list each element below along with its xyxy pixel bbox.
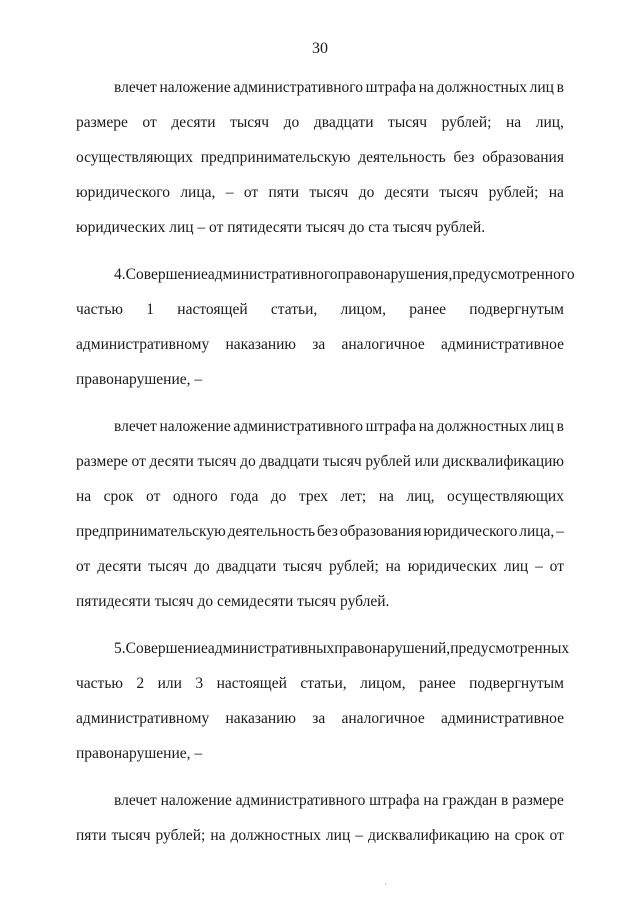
- text-line: [76, 417, 564, 452]
- word: ранее: [409, 301, 446, 318]
- paragraph: [76, 639, 570, 779]
- word: образования: [482, 149, 564, 166]
- word: должностных: [230, 827, 321, 844]
- word: подвергнутым: [469, 301, 564, 318]
- word: на: [378, 488, 394, 505]
- paragraph-gap: [76, 779, 564, 791]
- word: административного: [207, 266, 338, 283]
- text-line: [76, 639, 570, 674]
- word: лица,: [519, 523, 555, 540]
- paragraph: [76, 265, 575, 405]
- word: или: [414, 453, 439, 470]
- text-line: [76, 113, 564, 148]
- word: тысяч: [305, 219, 345, 236]
- word: –: [355, 827, 363, 844]
- word: юридических: [407, 558, 498, 575]
- word: предпринимательскую: [76, 523, 226, 540]
- word: срок: [103, 488, 134, 505]
- word: за: [312, 710, 326, 727]
- word: штрафа: [365, 79, 417, 96]
- word: до: [194, 558, 210, 575]
- word: на: [385, 558, 401, 575]
- word: правонарушение,: [76, 371, 191, 388]
- word: административного: [233, 79, 364, 96]
- word: осуществляющих: [76, 149, 193, 166]
- word: осуществляющих: [447, 488, 564, 505]
- word: –: [194, 371, 203, 388]
- word: пятидесяти: [76, 593, 151, 610]
- word: размере: [76, 114, 128, 131]
- word: от: [76, 558, 91, 575]
- word: административное: [440, 710, 564, 727]
- word: настоящей: [177, 301, 248, 318]
- text-line: [76, 335, 564, 370]
- document-body: [76, 78, 575, 861]
- word: наложение: [159, 418, 231, 435]
- word: рублей.: [435, 219, 486, 236]
- word: лиц,: [535, 114, 564, 131]
- text-line: [76, 826, 564, 861]
- word: лиц: [169, 219, 194, 236]
- word: предпринимательскую: [200, 149, 351, 166]
- word: 4.: [114, 266, 126, 283]
- word: тысяч: [111, 827, 151, 844]
- word: от: [243, 184, 259, 201]
- word: аналогичное: [341, 710, 425, 727]
- word: на: [494, 827, 510, 844]
- word: наказанию: [225, 336, 296, 353]
- word: частью: [76, 675, 123, 692]
- word: на: [210, 827, 226, 844]
- word: –: [197, 219, 206, 236]
- word: предусмотренного: [452, 266, 575, 283]
- word: Совершение: [125, 640, 208, 657]
- word: лица,: [180, 184, 216, 201]
- scan-speck: [385, 883, 386, 885]
- word: –: [556, 523, 564, 540]
- word: одного: [172, 488, 218, 505]
- word: 5.: [114, 640, 126, 657]
- word: статьи,: [270, 301, 318, 318]
- word: тысяч: [439, 184, 479, 201]
- word: правонарушения,: [337, 266, 453, 283]
- word: в: [556, 79, 564, 96]
- word: лет;: [340, 488, 367, 505]
- word: влечет: [114, 418, 157, 435]
- word: на: [423, 792, 439, 809]
- word: двадцати: [216, 558, 277, 575]
- word: от: [549, 558, 564, 575]
- word: трех: [298, 488, 329, 505]
- word: десяти: [149, 453, 194, 470]
- word: подвергнутым: [469, 675, 564, 692]
- word: образования: [339, 523, 422, 540]
- word: или: [157, 675, 182, 692]
- word: дисквалификацию: [442, 453, 564, 470]
- word: 1: [146, 301, 155, 318]
- word: лицом,: [360, 675, 406, 692]
- text-line: [76, 487, 564, 522]
- word: тысяч: [154, 593, 194, 610]
- word: влечет: [114, 79, 157, 96]
- word: штрафа: [369, 792, 420, 809]
- word: десяти: [97, 558, 142, 575]
- word: должностных: [436, 79, 528, 96]
- word: срок: [514, 827, 545, 844]
- word: административного: [235, 792, 366, 809]
- word: предусмотренных: [450, 640, 570, 657]
- paragraph: [76, 78, 564, 253]
- word: десяти: [171, 114, 216, 131]
- word: от: [131, 453, 146, 470]
- word: юридического: [76, 184, 170, 201]
- text-line: [76, 265, 575, 300]
- word: тысяч: [148, 558, 188, 575]
- word: от: [209, 219, 224, 236]
- text-line: [76, 148, 564, 183]
- word: в: [556, 418, 564, 435]
- word: наложение: [160, 792, 232, 809]
- word: 3: [195, 675, 204, 692]
- word: двадцати: [313, 114, 374, 131]
- word: на: [548, 184, 564, 201]
- word: тысяч: [392, 219, 432, 236]
- paragraph-gap: [76, 253, 564, 265]
- word: административному: [76, 336, 210, 353]
- word: рублей;: [328, 558, 379, 575]
- word: наложение: [159, 79, 231, 96]
- word: дисквалификацию: [368, 827, 490, 844]
- word: аналогичное: [341, 336, 425, 353]
- text-line: [76, 592, 564, 627]
- word: ста: [368, 219, 389, 236]
- word: 2: [136, 675, 145, 692]
- text-line: [76, 300, 564, 335]
- text-line: [76, 522, 564, 557]
- word: рублей;: [441, 114, 492, 131]
- word: рублей: [365, 453, 411, 470]
- word: рублей;: [488, 184, 539, 201]
- word: лиц,: [406, 488, 435, 505]
- word: на: [76, 488, 92, 505]
- word: частью: [76, 301, 123, 318]
- text-line: [76, 557, 564, 592]
- word: юридического: [423, 523, 518, 540]
- word: рублей;: [155, 827, 206, 844]
- text-line: [76, 744, 564, 779]
- word: наказанию: [225, 710, 296, 727]
- word: пяти: [268, 184, 300, 201]
- word: размере: [512, 792, 564, 809]
- word: до: [240, 453, 256, 470]
- word: десяти: [384, 184, 429, 201]
- word: влечет: [114, 792, 157, 809]
- word: деятельность: [227, 523, 316, 540]
- word: тысяч: [388, 114, 428, 131]
- word: до: [348, 219, 365, 236]
- word: правонарушений,: [334, 640, 451, 657]
- word: без: [453, 149, 475, 166]
- word: настоящей: [216, 675, 287, 692]
- word: –: [194, 745, 203, 762]
- paragraph-gap: [76, 405, 564, 417]
- word: года: [230, 488, 259, 505]
- text-line: [76, 183, 564, 218]
- paragraph-gap: [76, 627, 564, 639]
- page-number: 30: [312, 40, 328, 57]
- word: от: [549, 827, 564, 844]
- word: тысяч: [197, 453, 237, 470]
- word: –: [535, 558, 543, 575]
- word: пятидесяти: [227, 219, 302, 236]
- paragraph: [76, 791, 564, 861]
- word: граждан: [442, 792, 498, 809]
- word: тысяч: [309, 184, 349, 201]
- word: тысяч: [322, 453, 362, 470]
- word: в: [500, 792, 509, 809]
- word: до: [283, 114, 300, 131]
- word: штрафа: [365, 418, 417, 435]
- word: без: [316, 523, 338, 540]
- word: тысяч: [283, 558, 323, 575]
- word: рублей.: [340, 593, 390, 610]
- text-line: [76, 218, 564, 253]
- word: правонарушение,: [76, 745, 191, 762]
- word: на: [418, 418, 434, 435]
- word: деятельность: [358, 149, 446, 166]
- word: двадцати: [259, 453, 320, 470]
- text-line: [76, 709, 564, 744]
- word: семидесяти: [217, 593, 294, 610]
- word: должностных: [436, 418, 528, 435]
- text-line: [76, 791, 564, 826]
- word: лиц: [529, 79, 554, 96]
- word: статьи,: [300, 675, 347, 692]
- word: за: [312, 336, 326, 353]
- word: лиц: [529, 418, 554, 435]
- word: от: [142, 114, 157, 131]
- word: административному: [76, 710, 210, 727]
- word: на: [418, 79, 434, 96]
- word: пяти: [76, 827, 107, 844]
- word: от: [146, 488, 161, 505]
- word: до: [358, 184, 375, 201]
- word: –: [225, 184, 234, 201]
- word: тысяч: [230, 114, 270, 131]
- paragraph: [76, 417, 564, 627]
- word: размере: [76, 453, 128, 470]
- word: на: [505, 114, 522, 131]
- word: административного: [233, 418, 364, 435]
- word: Совершение: [125, 266, 208, 283]
- word: административное: [440, 336, 564, 353]
- text-line: [76, 452, 564, 487]
- text-line: [76, 674, 564, 709]
- word: тысяч: [297, 593, 337, 610]
- text-line: [76, 370, 564, 405]
- word: до: [197, 593, 214, 610]
- word: лиц: [503, 558, 529, 575]
- word: лиц: [325, 827, 351, 844]
- word: до: [270, 488, 287, 505]
- word: лицом,: [340, 301, 386, 318]
- text-line: [76, 78, 564, 113]
- word: юридических: [76, 219, 166, 236]
- word: административных: [207, 640, 335, 657]
- word: ранее: [419, 675, 456, 692]
